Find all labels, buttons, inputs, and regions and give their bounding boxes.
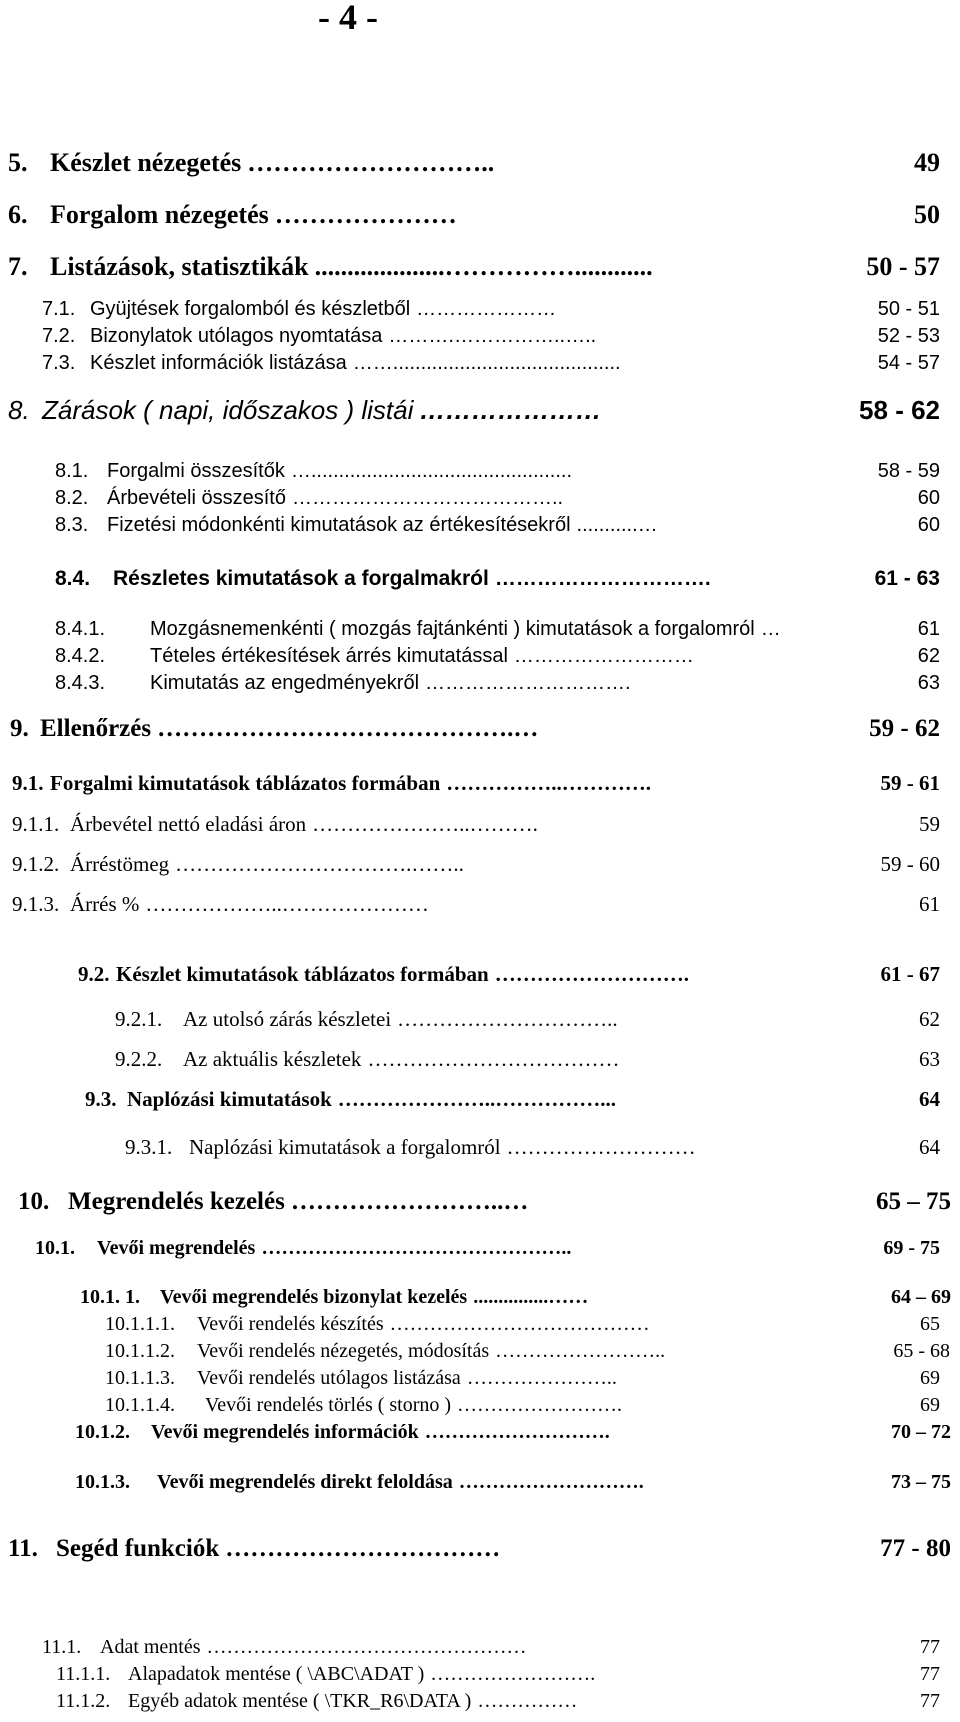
toc-entry-number: 8.3. [55, 514, 89, 536]
toc-entry-number: 9.3.1. [125, 1135, 173, 1159]
toc-entry-pages: 65 – 75 [876, 1188, 951, 1215]
toc-entry-number: 5. [8, 148, 28, 177]
toc-entry-leader: ………………………………… [389, 1313, 650, 1335]
toc-entry-pages: 65 - 68 [893, 1340, 950, 1362]
toc-entry-leader: ……………..…………. [446, 771, 651, 795]
toc-entry-title: Vevői rendelés nézegetés, módosítás [197, 1340, 490, 1362]
toc-entry-number: 8. [8, 395, 30, 425]
toc-entry-pages: 50 - 57 [866, 252, 940, 281]
toc-entry-number: 8.4.3. [55, 672, 106, 694]
toc-entry-9 [10, 715, 940, 744]
toc-entry-10-1-3 [75, 1471, 951, 1494]
toc-entry-10 [18, 1188, 951, 1217]
toc-entry-pages: 77 [920, 1663, 940, 1685]
toc-entry-leader: ……………………….. [247, 148, 495, 177]
toc-entry-title: Vevői rendelés törlés ( storno ) [205, 1394, 452, 1416]
toc-entry-title: Forgalmi összesítők [107, 460, 285, 482]
toc-entry-pages: 49 [914, 148, 940, 177]
toc-entry-number: 9.3. [85, 1087, 117, 1111]
toc-entry-pages: 77 [920, 1636, 940, 1658]
toc-entry-title: Adat mentés [100, 1636, 201, 1658]
toc-entry-pages: 61 [917, 618, 940, 640]
toc-entry-leader: …………………..………. [312, 812, 538, 836]
toc-entry-10-1-1-3 [105, 1367, 940, 1390]
toc-entry-9-1-3 [12, 892, 940, 916]
toc-entry-number: 7. [8, 252, 28, 281]
toc-entry-title: Vevői megrendelés direkt feloldása [157, 1471, 453, 1493]
toc-entry-title: Árbevételi összesítő [107, 487, 286, 509]
toc-entry-number: 10.1.1.1. [105, 1313, 175, 1335]
toc-entry-leader: ……………………… [506, 1135, 696, 1159]
toc-entry-pages: 60 [917, 487, 940, 509]
toc-entry-leader: … [760, 618, 781, 640]
toc-entry-number: 9.2.2. [115, 1047, 163, 1071]
toc-entry-pages: 69 - 75 [883, 1237, 940, 1259]
toc-entry-5 [8, 148, 940, 178]
toc-entry-title: Bizonylatok utólagos nyomtatása [90, 325, 383, 347]
toc-entry-leader: ...............…… [473, 1286, 589, 1308]
toc-entry-title: Készlet információk listázása [90, 352, 347, 374]
toc-entry-leader: …………………..……………... [337, 1087, 617, 1111]
toc-entry-pages: 73 – 75 [891, 1471, 951, 1493]
toc-entry-leader: ………………… [274, 200, 457, 229]
toc-entry-leader: …………… [477, 1690, 578, 1712]
toc-entry-7-2 [42, 325, 940, 348]
toc-entry-11-1-2 [56, 1690, 940, 1713]
toc-entry-pages: 52 - 53 [877, 325, 940, 347]
toc-entry-leader: ....................……………............ [314, 252, 653, 281]
toc-entry-number: 10.1.1.3. [105, 1367, 175, 1389]
toc-entry-8 [8, 396, 940, 426]
toc-entry-9-2-2 [115, 1047, 940, 1071]
toc-entry-pages: 58 - 59 [877, 460, 940, 482]
toc-entry-title: Egyéb adatok mentése ( \TKR_R6\DATA ) [128, 1690, 472, 1712]
toc-entry-number: 10.1.2. [75, 1421, 130, 1443]
toc-entry-title: Vevői rendelés készítés [197, 1313, 384, 1335]
toc-entry-number: 11.1.2. [56, 1690, 111, 1712]
toc-entry-leader: ………………………. [494, 962, 689, 986]
toc-entry-title: Gyüjtések forgalomból és készletből [90, 298, 411, 320]
toc-entry-11 [8, 1535, 951, 1564]
toc-entry-leader: ………………………. [424, 1421, 610, 1443]
toc-entry-10-1-2 [75, 1421, 951, 1444]
toc-entry-leader: …............................................... [290, 460, 573, 482]
toc-entry-leader: ...........… [576, 514, 658, 536]
toc-entry-number: 9.2. [78, 962, 110, 986]
toc-entry-9-3-1 [125, 1135, 940, 1159]
toc-entry-pages: 64 – 69 [891, 1286, 951, 1308]
toc-entry-number: 10. [18, 1188, 50, 1215]
toc-entry-9-2 [78, 962, 940, 986]
toc-entry-pages: 64 [919, 1135, 940, 1159]
toc-entry-number: 8.2. [55, 487, 89, 509]
toc-entry-title: Az utolsó zárás készletei [183, 1007, 392, 1031]
toc-entry-title: Vevői megrendelés bizonylat kezelés [160, 1286, 468, 1308]
toc-entry-pages: 61 - 63 [874, 567, 940, 590]
toc-entry-10-1-1-1 [105, 1313, 940, 1336]
toc-entry-pages: 62 [917, 645, 940, 667]
toc-entry-number: 9.1. [12, 771, 44, 795]
toc-entry-title: Tételes értékesítések árrés kimutatással [150, 645, 508, 667]
toc-entry-title: Árbevétel nettó eladási áron [70, 812, 307, 836]
toc-entry-pages: 62 [919, 1007, 940, 1031]
toc-entry-title: Készlet nézegetés [50, 148, 242, 177]
toc-entry-number: 10.1.1.2. [105, 1340, 175, 1362]
toc-entry-number: 10.1. 1. [80, 1286, 140, 1308]
toc-entry-number: 10.1.1.4. [105, 1394, 175, 1416]
toc-entry-pages: 59 - 60 [880, 852, 940, 876]
toc-entry-pages: 77 [920, 1690, 940, 1712]
toc-entry-pages: 50 - 51 [877, 298, 940, 320]
toc-entry-number: 9.1.3. [12, 892, 60, 916]
toc-entry-number: 11.1.1. [56, 1663, 111, 1685]
toc-entry-pages: 69 [920, 1394, 940, 1416]
toc-entry-9-2-1 [115, 1007, 940, 1031]
toc-entry-title: Forgalmi kimutatások táblázatos formában [50, 771, 441, 795]
toc-entry-title: Forgalom nézegetés [50, 200, 269, 229]
toc-entry-title: Részletes kimutatások a forgalmakról [113, 567, 489, 590]
toc-entry-title: Listázások, statisztikák [50, 252, 309, 281]
toc-entry-number: 7.1. [42, 298, 76, 320]
toc-entry-10-1 [35, 1237, 940, 1260]
toc-entry-pages: 50 [914, 200, 940, 229]
toc-entry-pages: 59 [919, 812, 940, 836]
toc-entry-8-4-3 [55, 672, 940, 695]
toc-entry-title: Mozgásnemenkénti ( mozgás fajtánkénti ) kimutatások a forgalomról [150, 618, 755, 640]
toc-entry-leader: ……………………………… [367, 1047, 620, 1071]
toc-entry-number: 11. [8, 1535, 38, 1562]
toc-entry-pages: 60 [917, 514, 940, 536]
toc-entry-leader: ……………………. [457, 1394, 623, 1416]
toc-entry-leader: ………………….. [466, 1367, 617, 1389]
toc-entry-title: Naplózási kimutatások [127, 1087, 332, 1111]
toc-entry-title: Kimutatás az engedményekről [150, 672, 420, 694]
toc-entry-number: 8.4.2. [55, 645, 106, 667]
toc-entry-leader: ……......................................... [352, 352, 621, 374]
toc-entry-leader: …………………………. [425, 672, 631, 694]
toc-entry-pages: 54 - 57 [877, 352, 940, 374]
toc-entry-title: Árrés % [70, 892, 140, 916]
toc-entry-title: Segéd funkciók [56, 1535, 220, 1562]
toc-entry-pages: 58 - 62 [859, 395, 940, 425]
toc-entry-leader: ………………………….. [397, 1007, 618, 1031]
toc-entry-pages: 61 [919, 892, 940, 916]
toc-entry-pages: 77 - 80 [880, 1535, 951, 1562]
toc-entry-title: Fizetési módonkénti kimutatások az értékesítésekről [107, 514, 571, 536]
toc-entry-number: 11.1. [42, 1636, 82, 1658]
toc-entry-8-3 [55, 514, 940, 537]
toc-entry-leader: …………………………. [494, 567, 711, 590]
toc-entry-pages: 63 [919, 1047, 940, 1071]
toc-entry-number: 9.2.1. [115, 1007, 163, 1031]
toc-entry-title: Az aktuális készletek [183, 1047, 362, 1071]
toc-entry-9-3 [85, 1087, 940, 1111]
toc-entry-pages: 65 [920, 1313, 940, 1335]
toc-entry-number: 8.1. [55, 460, 89, 482]
toc-entry-number: 10.1. [35, 1237, 75, 1259]
toc-entry-leader: ………………………………………… [206, 1636, 527, 1658]
toc-entry-leader: ………………………. [458, 1471, 644, 1493]
toc-entry-number: 8.4.1. [55, 618, 106, 640]
toc-entry-number: 9. [10, 715, 29, 742]
toc-entry-pages: 69 [920, 1367, 940, 1389]
toc-entry-title: Megrendelés kezelés [68, 1188, 285, 1215]
toc-entry-leader: ………………………………….. [291, 487, 564, 509]
toc-entry-9-1-1 [12, 812, 940, 836]
toc-entry-8-1 [55, 460, 940, 483]
toc-entry-title: Naplózási kimutatások a forgalomról [189, 1135, 501, 1159]
toc-entry-leader: ……….……………..….. [388, 325, 597, 347]
page-number: - 4 - [318, 0, 378, 37]
toc-entry-7 [8, 252, 940, 282]
toc-entry-number: 7.3. [42, 352, 76, 374]
toc-entry-title: Vevői megrendelés [97, 1237, 256, 1259]
toc-entry-number: 8.4. [55, 567, 91, 590]
toc-entry-leader: ……………………..… [290, 1188, 529, 1215]
toc-entry-pages: 70 – 72 [891, 1421, 951, 1443]
toc-entry-leader: ……………………. [430, 1663, 596, 1685]
toc-entry-title: Vevői rendelés utólagos listázása [197, 1367, 461, 1389]
toc-entry-leader: …………………………… [225, 1535, 501, 1562]
toc-entry-title: Vevői megrendelés információk [151, 1421, 419, 1443]
toc-entry-8-2 [55, 487, 940, 510]
toc-entry-pages: 64 [919, 1087, 940, 1111]
toc-entry-7-3 [42, 352, 940, 375]
toc-entry-8-4-1 [55, 618, 940, 641]
toc-entry-pages: 63 [917, 672, 940, 694]
toc-entry-number: 10.1.3. [75, 1471, 130, 1493]
toc-entry-10-1-1 [80, 1286, 951, 1309]
toc-entry-9-1-2 [12, 852, 940, 876]
toc-entry-title: Árréstömeg [70, 852, 170, 876]
toc-entry-pages: 59 - 62 [869, 715, 940, 742]
toc-entry-leader: ………………..………………… [145, 892, 429, 916]
toc-entry-8-4 [55, 567, 940, 591]
toc-entry-leader: ………………… [416, 298, 557, 320]
toc-entry-8-4-2 [55, 645, 940, 668]
toc-entry-leader: …………………………….…….. [175, 852, 464, 876]
toc-entry-leader: …………………………………….… [157, 715, 539, 742]
toc-entry-title: Zárások ( napi, időszakos ) listái [42, 395, 414, 425]
toc-entry-pages: 59 - 61 [880, 771, 940, 795]
toc-entry-6 [8, 200, 940, 230]
toc-entry-leader: ……………………… [513, 645, 694, 667]
toc-entry-title: Készlet kimutatások táblázatos formában [116, 962, 489, 986]
toc-entry-pages: 61 - 67 [880, 962, 940, 986]
toc-entry-11-1-1 [56, 1663, 940, 1686]
toc-entry-10-1-1-2 [105, 1340, 950, 1363]
toc-entry-leader: …………………….. [495, 1340, 666, 1362]
toc-entry-10-1-1-4 [105, 1394, 940, 1417]
toc-entry-leader: ………………… [419, 396, 602, 425]
toc-entry-number: 6. [8, 200, 28, 229]
toc-entry-9-1 [12, 771, 940, 795]
toc-entry-title: Ellenőrzés [40, 715, 152, 742]
toc-entry-11-1 [42, 1636, 940, 1659]
toc-entry-7-1 [42, 298, 940, 321]
toc-entry-number: 9.1.1. [12, 812, 60, 836]
toc-entry-leader: ……………………………………….. [261, 1237, 572, 1259]
toc-entry-number: 7.2. [42, 325, 76, 347]
toc-entry-title: Alapadatok mentése ( \ABC\ADAT ) [128, 1663, 425, 1685]
toc-entry-number: 9.1.2. [12, 852, 60, 876]
